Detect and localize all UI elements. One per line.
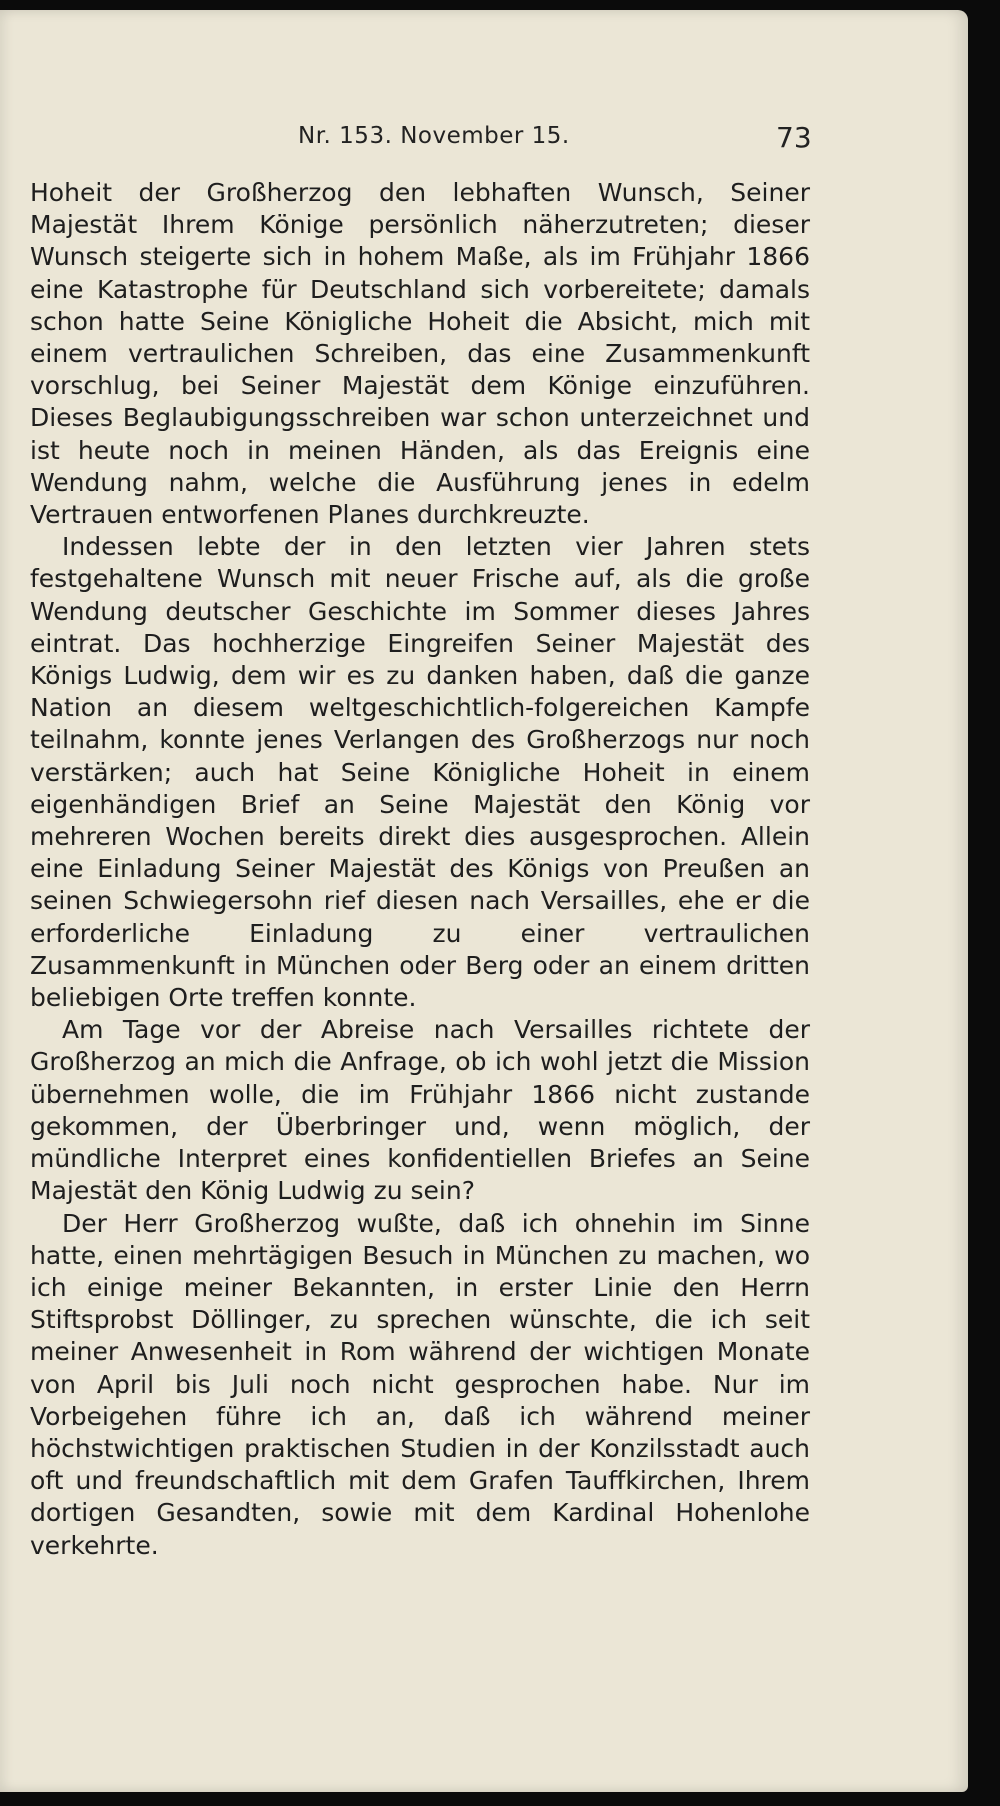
running-head: Nr. 153. November 15. xyxy=(298,123,570,149)
paragraph: Der Herr Großherzog wußte, daß ich ohnehin im Sinne hatte, einen mehrtägigen Besuch in München zu machen, wo ich einige meiner Bekannten, in erster Linie den Herrn Stiftsprobst Döllinger, zu sprechen wünschte, die ich seit meiner Anwesenheit in Rom während der wichtigen Monate von April bis Juli noch nicht gesprochen habe. Nur im Vorbeigehen führe ich an, daß ich während meiner höchstwichtigen praktischen Studien in der Konzilsstadt auch oft und freundschaftlich mit dem Grafen Tauffkirchen, Ihrem dortigen Gesandten, sowie mit dem Kardinal Hohenlohe verkehrte. xyxy=(30,1208,810,1560)
body-text xyxy=(30,177,810,1562)
paragraph: Indessen lebte der in den letzten vier Jahren stets festgehaltene Wunsch mit neuer Frische auf, als die große Wendung deutscher Geschichte im Sommer dieses Jahres eintrat. Das hochherzige Eingreifen Seiner Majestät des Königs Ludwig, dem wir es zu danken haben, daß die ganze Nation an diesem weltgeschichtlich-folgereichen Kampfe teilnahm, konnte jenes Verlangen des Großherzogs nur noch verstärken; auch hat Seine Königliche Hoheit in einem eigenhändigen Brief an Seine Majestät den König vor mehreren Wochen bereits direkt dies ausgesprochen. Allein eine Einladung Seiner Majestät des Königs von Preußen an seinen Schwiegersohn rief diesen nach Versailles, ehe er die erforderliche Einladung zu einer vertraulichen Zusammenkunft in München oder Berg oder an einem dritten beliebigen Orte treffen konnte. xyxy=(30,532,810,1013)
page-header xyxy=(0,115,968,155)
paragraph: Am Tage vor der Abreise nach Versailles richtete der Großherzog an mich die Anfrage, ob ich wohl jetzt die Mission übernehmen wolle, die im Frühjahr 1866 nicht zustande gekommen, der Überbringer und, wenn möglich, der mündliche Interpret eines konfidentiellen Briefes an Seine Majestät den König Ludwig zu sein? xyxy=(30,1015,810,1206)
book-page xyxy=(0,10,968,1792)
paragraph-continued: Hoheit der Großherzog den lebhaften Wunsch, Seiner Majestät Ihrem Könige persönlich näherzutreten; dieser Wunsch steigerte sich in hohem Maße, als im Frühjahr 1866 eine Katastrophe für Deutschland sich vorbereitete; damals schon hatte Seine Königliche Hoheit die Absicht, mich mit einem vertraulichen Schreiben, das eine Zusammenkunft vorschlug, bei Seiner Majestät dem Könige einzuführen. Dieses Beglaubigungsschreiben war schon unterzeichnet und ist heute noch in meinen Händen, als das Ereignis eine Wendung nahm, welche die Ausführung jenes in edelm Vertrauen entworfenen Planes durchkreuzte. xyxy=(30,178,810,530)
page-number: 73 xyxy=(776,121,812,154)
